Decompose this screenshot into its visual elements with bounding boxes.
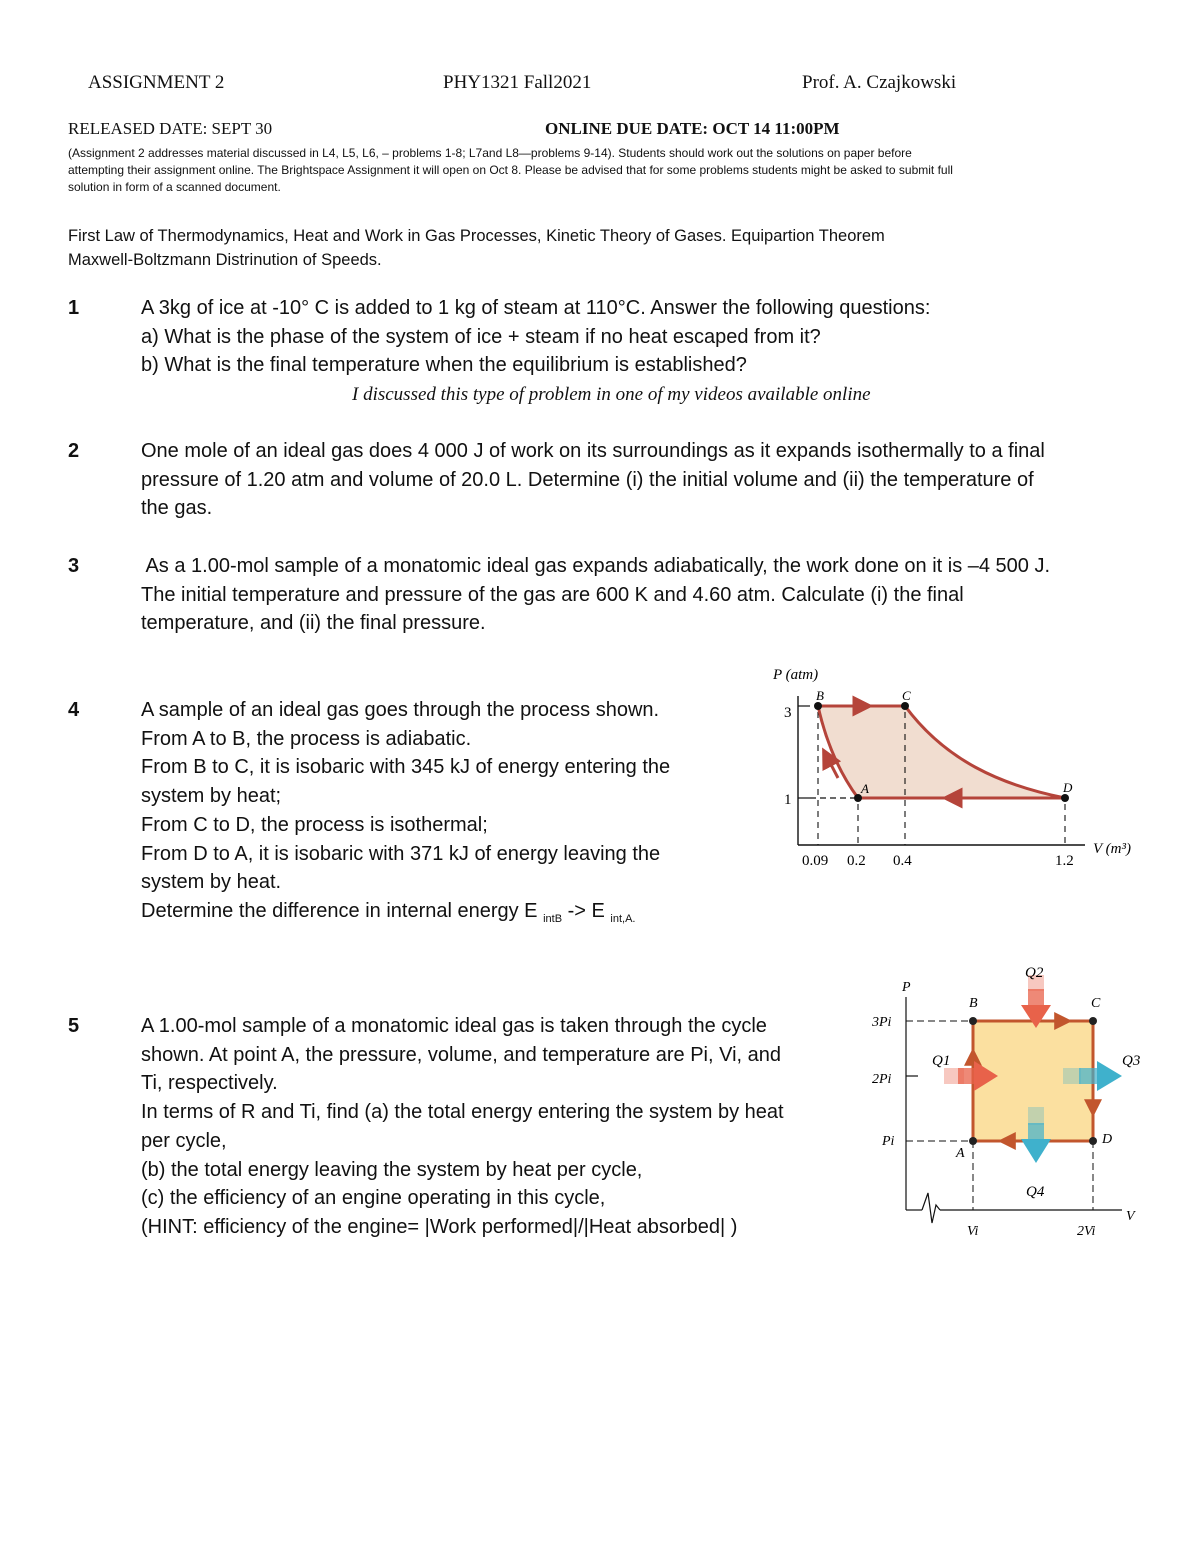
problem-4-question (141, 897, 670, 934)
pv-cycle-problem-5 (860, 955, 1180, 1255)
problem-3-line: As a 1.00-mol sample of a monatomic ideal gas expands adiabatically, the work done on it is –4 500 J. (141, 555, 1051, 577)
tick-label-2vi: 2Vi (1077, 1224, 1096, 1239)
problem-3-number: 3 (68, 555, 80, 577)
q4-mid: -> E (562, 899, 611, 922)
due-date: ONLINE DUE DATE: OCT 14 11:00PM (545, 119, 840, 138)
problem-1-line: A 3kg of ice at -10° C is added to 1 kg of steam at 110°C. Answer the following questions: (141, 297, 931, 319)
label-d: D (1102, 1132, 1113, 1147)
tick-label-2pi: 2Pi (872, 1072, 892, 1087)
x-tick-04: 0.4 (893, 853, 912, 869)
problem-5-number: 5 (68, 1015, 80, 1037)
problem-4-line: From A to B, the process is adiabatic. (141, 727, 472, 750)
problem-5-line: A 1.00-mol sample of a monatomic ideal gas is taken through the cycle (141, 1015, 767, 1037)
problem-5-line: per cycle, (141, 1129, 227, 1152)
problem-4-line: system by heat. (141, 871, 282, 894)
problem-2-text (141, 437, 1045, 523)
tick-label-pi: Pi (882, 1134, 895, 1149)
professor-name: Prof. A. Czajkowski (802, 72, 957, 93)
v-label: V (1126, 1209, 1135, 1224)
problem-4-line: A sample of an ideal gas goes through the process shown. (141, 699, 660, 721)
problem-5-line: (c) the efficiency of an engine operating in this cycle, (141, 1187, 606, 1210)
tick-label-vi: Vi (967, 1224, 979, 1239)
tick-label-3pi: 3Pi (872, 1015, 892, 1030)
problem-2-line: pressure of 1.20 atm and volume of 20.0 L. Determine (i) the initial volume and (ii) the temperature of (141, 468, 1034, 491)
v-axis-label: V (m³) (1093, 841, 1131, 857)
problem-5-line: Ti, respectively. (141, 1072, 278, 1095)
note-line: solution in form of a scanned document. (68, 180, 281, 194)
problem-3-text (141, 552, 1050, 638)
released-date: RELEASED DATE: SEPT 30 (68, 119, 273, 138)
label-b: B (816, 688, 824, 703)
y-tick-3: 3 (784, 705, 792, 721)
problem-1-text (141, 294, 930, 380)
point-d (1089, 1137, 1097, 1145)
assignment-title: ASSIGNMENT 2 (88, 72, 225, 93)
problem-4-number: 4 (68, 699, 80, 721)
point-b (969, 1017, 977, 1025)
problem-2-line: the gas. (141, 497, 213, 520)
note-line: (Assignment 2 addresses material discussed in L4, L5, L6, – problems 1-8; L7and L8—problems 9-14). Students should work out the solutions on paper before (68, 146, 912, 160)
problem-4-line: From B to C, it is isobaric with 345 kJ of energy entering the (141, 756, 671, 779)
problem-5-text (141, 1012, 784, 1242)
q4-pre: Determine the difference in internal energy E (141, 899, 544, 922)
problem-4-line: From C to D, the process is isothermal; (141, 813, 488, 836)
x-tick-02: 0.2 (847, 853, 866, 869)
point-c (1089, 1017, 1097, 1025)
point-d (1061, 794, 1069, 802)
problem-1-note: I discussed this type of problem in one of my videos available online (352, 384, 871, 405)
problem-1-number: 1 (68, 297, 80, 319)
q3-label: Q3 (1122, 1053, 1141, 1069)
problem-5-line: shown. At point A, the pressure, volume, and temperature are Pi, Vi, and (141, 1043, 781, 1066)
topics (68, 224, 885, 272)
point-b (814, 702, 822, 710)
topics-line: First Law of Thermodynamics, Heat and Work in Gas Processes, Kinetic Theory of Gases. Equipartion Theorem (68, 227, 885, 245)
pv-diagram-problem-4 (760, 660, 1160, 880)
problem-5-line: (HINT: efficiency of the engine= |Work performed|/|Heat absorbed| ) (141, 1215, 738, 1238)
note-line: attempting their assignment online. The Brightspace Assignment it will open on Oct 8. Please be advised that for some problems students might be asked to submit full (68, 163, 953, 177)
axis-break (922, 1193, 940, 1223)
x-tick-12: 1.2 (1055, 853, 1074, 869)
q4-sub-a: int,A. (610, 912, 636, 925)
label-a: A (956, 1146, 965, 1161)
label-c: C (902, 688, 911, 703)
problem-5-line: (b) the total energy leaving the system by heat per cycle, (141, 1158, 643, 1181)
label-c: C (1091, 996, 1101, 1011)
problem-2-number: 2 (68, 440, 80, 462)
q4-label: Q4 (1026, 1184, 1045, 1200)
point-a (969, 1137, 977, 1145)
problem-4-line: From D to A, it is isobaric with 371 kJ of energy leaving the (141, 842, 661, 865)
problem-3-line: The initial temperature and pressure of the gas are 600 K and 4.60 atm. Calculate (i) the final (141, 583, 964, 606)
problem-1-line: a) What is the phase of the system of ice + steam if no heat escaped from it? (141, 325, 821, 348)
point-c (901, 702, 909, 710)
course-code: PHY1321 Fall2021 (443, 72, 592, 93)
q2-label: Q2 (1025, 965, 1044, 981)
x-tick-009: 0.09 (802, 853, 829, 869)
problem-2-line: One mole of an ideal gas does 4 000 J of work on its surroundings as it expands isothermally to a final (141, 440, 1045, 462)
p-axis-label: P (atm) (773, 667, 819, 683)
topics-line: Maxwell-Boltzmann Distrinution of Speeds. (68, 251, 382, 269)
label-b: B (969, 996, 978, 1011)
assignment-notes (68, 145, 953, 196)
y-tick-1: 1 (784, 792, 792, 808)
label-a: A (861, 781, 869, 796)
p-label: P (902, 980, 911, 995)
cycle-area (818, 706, 1065, 798)
q4-sub-b: intB (543, 912, 563, 925)
label-d: D (1063, 780, 1073, 795)
q1-label: Q1 (932, 1053, 951, 1069)
problem-1-line: b) What is the final temperature when the equilibrium is established? (141, 354, 747, 377)
problem-4-text (141, 696, 670, 934)
problem-3-line: temperature, and (ii) the final pressure. (141, 612, 486, 635)
problem-5-line: In terms of R and Ti, find (a) the total energy entering the system by heat (141, 1101, 784, 1124)
problem-4-line: system by heat; (141, 785, 282, 808)
